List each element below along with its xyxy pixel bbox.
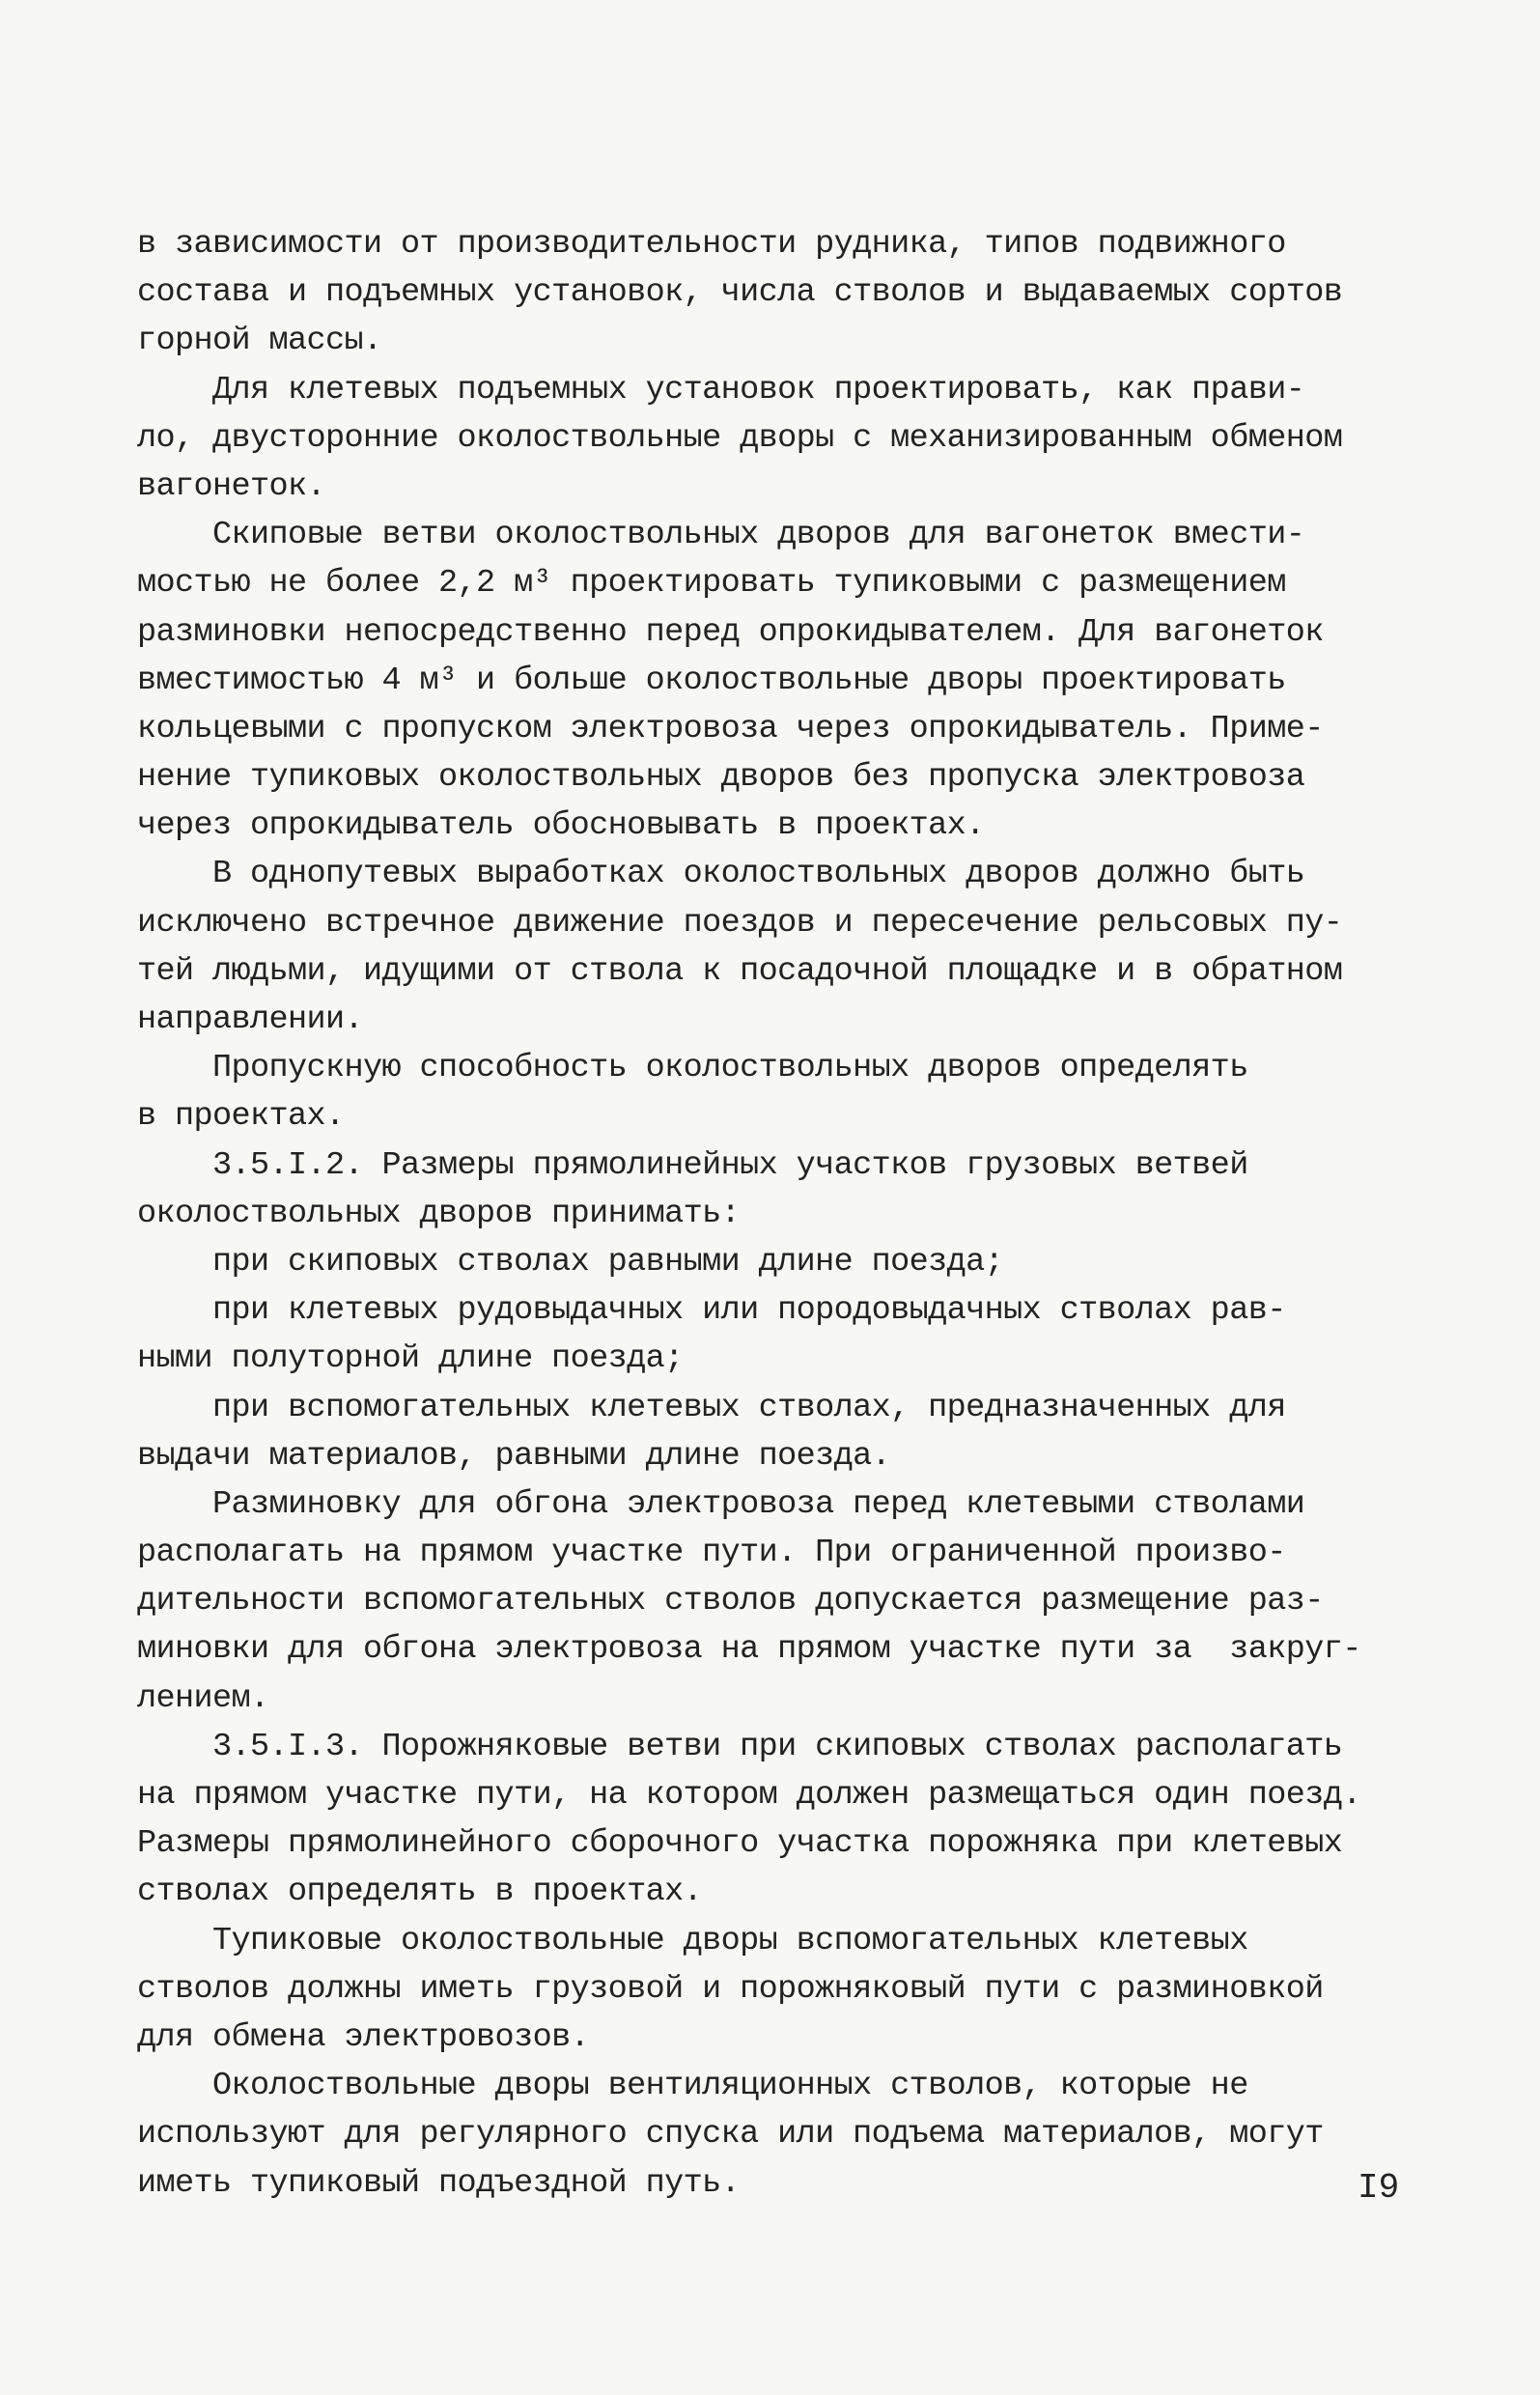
- text-line: тей людьми, идущими от ствола к посадочной площадке и в обратном: [137, 952, 1343, 990]
- text-line: разминовки непосредственно перед опрокидывателем. Для вагонеток: [137, 613, 1324, 651]
- text-line: исключено встречное движение поездов и пересечение рельсовых пу-: [137, 904, 1343, 942]
- text-line: лением.: [137, 1679, 269, 1717]
- text-line: в проектах.: [137, 1098, 345, 1136]
- text-line: ными полуторной длине поезда;: [137, 1340, 684, 1378]
- text-line: стволов должны иметь грузовой и порожняковый пути с разминовкой: [137, 1970, 1324, 2008]
- text-line: Для клетевых подъемных установок проектировать, как прави-: [137, 371, 1305, 409]
- text-line: В однопутевых выработках околоствольных дворов должно быть: [137, 856, 1305, 893]
- text-line: Пропускную способность околоствольных дворов определять: [137, 1050, 1248, 1087]
- text-line: Скиповые ветви околоствольных дворов для вагонеток вмести-: [137, 517, 1305, 554]
- text-line: околоствольных дворов принимать:: [137, 1195, 741, 1232]
- text-line: направлении.: [137, 1001, 364, 1038]
- text-line: в зависимости от производительности рудника, типов подвижного: [137, 226, 1286, 263]
- text-line: Околоствольные дворы вентиляционных стволов, которые не: [137, 2068, 1248, 2105]
- text-line: миновки для обгона электровоза на прямом участке пути за закруг-: [137, 1631, 1361, 1669]
- text-line: Тупиковые околоствольные дворы вспомогательных клетевых: [137, 1922, 1248, 1959]
- text-line: дительности вспомогательных стволов допускается размещение раз-: [137, 1583, 1324, 1620]
- text-line: состава и подъемных установок, числа стволов и выдаваемых сортов: [137, 274, 1343, 312]
- text-line: кольцевыми с пропуском электровоза через опрокидыватель. Приме-: [137, 710, 1324, 747]
- text-line: иметь тупиковый подъездной путь.: [137, 2164, 741, 2202]
- text-line: через опрокидыватель обосновывать в проектах.: [137, 807, 985, 845]
- text-line: при клетевых рудовыдачных или породовыдачных стволах рав-: [137, 1292, 1286, 1330]
- text-line: стволах определять в проектах.: [137, 1874, 703, 1911]
- text-line: при вспомогательных клетевых стволах, предназначенных для: [137, 1389, 1286, 1426]
- text-line: 3.5.I.3. Порожняковые ветви при скиповых стволах располагать: [137, 1728, 1343, 1765]
- text-line: при скиповых стволах равными длине поезда;: [137, 1243, 1004, 1281]
- text-line: Размеры прямолинейного сборочного участка порожняка при клетевых: [137, 1825, 1343, 1863]
- text-line: используют для регулярного спуска или подъема материалов, могут: [137, 2116, 1324, 2154]
- text-line: Разминовку для обгона электровоза перед клетевыми стволами: [137, 1485, 1305, 1523]
- text-line: мостью не более 2,2 м³ проектировать тупиковыми с размещением: [137, 565, 1286, 603]
- text-line: горной массы.: [137, 323, 382, 360]
- text-line: нение тупиковых околоствольных дворов без пропуска электровоза: [137, 759, 1305, 797]
- text-line: вагонеток.: [137, 467, 326, 505]
- body-text: [137, 220, 1431, 2208]
- text-line: на прямом участке пути, на котором должен размещаться один поезд.: [137, 1777, 1361, 1814]
- text-line: для обмена электровозов.: [137, 2018, 590, 2056]
- page-number: I9: [1358, 2168, 1400, 2208]
- text-line: ло, двусторонние околоствольные дворы с механизированным обменом: [137, 419, 1343, 457]
- text-line: 3.5.I.2. Размеры прямолинейных участков грузовых ветвей: [137, 1146, 1248, 1184]
- text-line: располагать на прямом участке пути. При ограниченной произво-: [137, 1535, 1286, 1572]
- text-line: вместимостью 4 м³ и больше околоствольные дворы проектировать: [137, 662, 1286, 699]
- text-line: выдачи материалов, равными длине поезда.: [137, 1437, 891, 1475]
